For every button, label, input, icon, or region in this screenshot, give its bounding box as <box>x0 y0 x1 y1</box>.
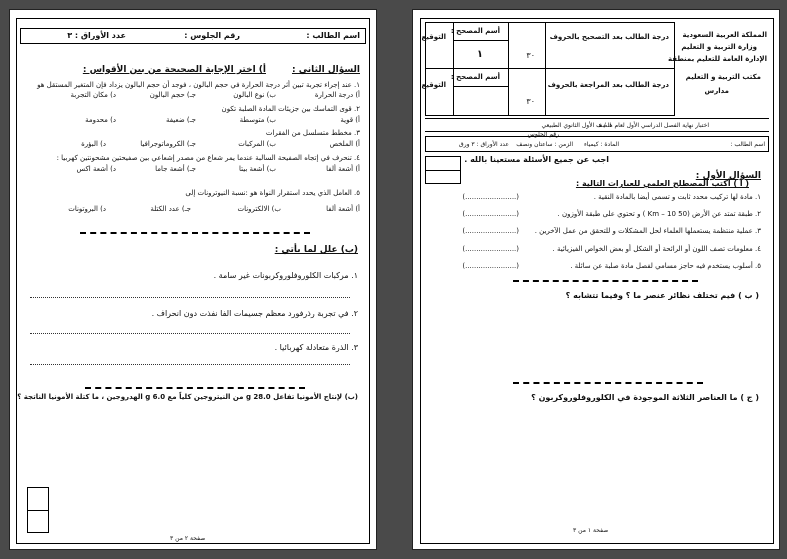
page-2 <box>9 9 377 550</box>
section-c-question: (ب) لإنتاج الأمونيا تفاعل 28.0 g من النيتروجين كلياً مع 6.0 g الهدروجين ، ما كتلة الأمونيا الناتجة ؟ <box>17 393 358 401</box>
grade-table-col <box>508 22 509 116</box>
q2-item-5-opt-d[interactable]: د) البروتونات <box>68 205 106 213</box>
grade-table-divider <box>425 68 675 69</box>
signature-label: التوقيع <box>421 33 446 41</box>
student-name-label: اسم الطالب : <box>306 31 360 40</box>
answer-blank[interactable]: (.......................) <box>462 193 519 201</box>
schools-label: مدارس <box>704 87 729 95</box>
seat-number-label: رقم الجلوس : <box>184 31 240 40</box>
q2-section-a-title: أ) اختر الإجابة الصحيحة من بين الأقواس : <box>82 65 266 75</box>
q2-item-1-opt-c[interactable]: جـ) حجم البالون <box>149 91 196 99</box>
country-label: المملكة العربية السعودية <box>682 31 767 39</box>
section-b-item-1: ١. مركبات الكلوروفلوروكربونات غير سامة . <box>213 271 358 280</box>
answer-blank[interactable]: (.......................) <box>462 262 519 270</box>
score-box-divider <box>425 170 461 171</box>
exam-title: اختبار نهاية الفصل الدراسي الأول لعام هـ / هـ <box>596 122 709 129</box>
page-footer: صفحة ١ من ٣ <box>573 527 609 534</box>
q2-item-3-opt-d[interactable]: د) البؤرة <box>81 140 106 148</box>
q2-item-3-opt-a[interactable]: أ) الملخص <box>329 140 360 148</box>
q1-section-b: ( ب ) فيم تختلف نظائر عنصر ما ؟ وفيما تتشابه ؟ <box>565 291 759 300</box>
score-box-divider <box>27 510 49 511</box>
subject-label: المادة : كيمياء <box>583 141 619 148</box>
section-divider <box>85 387 305 389</box>
q2-item-5: ٥. العامل الذي يحدد استقرار النواة هو :نسبة النيوترونات إلى <box>185 189 360 197</box>
answer-line[interactable] <box>30 364 350 365</box>
section-divider <box>513 280 698 282</box>
q2-item-1-opt-b[interactable]: ب) نوع البالون <box>233 91 276 99</box>
admin-label: الإدارة العامة للتعليم بمنطقة <box>667 55 767 63</box>
grade-table-subdivider <box>453 40 508 41</box>
answer-blank[interactable]: (.......................) <box>462 210 519 218</box>
q2-item-5-opt-c[interactable]: جـ) عدد الكتلة <box>150 205 191 213</box>
answer-line[interactable] <box>30 297 350 298</box>
reviewer-name-label: أسم المصحح : <box>450 73 500 81</box>
q2-item-5-opt-b[interactable]: ب) الالكترونات <box>237 205 281 213</box>
q2-item-2: ٢. قوى التماسك بين جزيئات المادة الصلبة تكون <box>221 105 360 113</box>
section-divider <box>80 232 310 234</box>
pages-count-label: عدد الأوراق : ٣ <box>67 31 126 40</box>
seat-number-label: رقم الجلوس <box>527 131 559 138</box>
q2-item-3-opt-b[interactable]: ب) المركبات <box>238 140 276 148</box>
grade-after-review-label: درجة الطالب بعد المراجعة بالحروف <box>547 81 669 89</box>
q2-item-1-opt-d[interactable]: د) مكان التجربة <box>70 91 116 99</box>
signature-label: التوقيع <box>421 81 446 89</box>
q2-item-4: ٤. تنحرف في إتجاه الصفيحة السالبة عندما يمر شعاع من مصدر إشعاعي بين صفيحتين مشحونتين كهربيا : <box>56 154 360 162</box>
corrector-name-label: أسم المصحح : <box>450 27 500 35</box>
q2-item-2-opt-d[interactable]: د) محدومة <box>85 116 116 124</box>
q2-item-3: ٣. مخطط متسلسل من الفقرات <box>265 129 360 137</box>
q1-title: السؤال الأول : <box>695 171 761 181</box>
score-one: ١ <box>476 49 483 60</box>
q2-title: السؤال الثاني : <box>291 65 360 75</box>
q1-item-4: ٤. معلومات تصف اللون أو الرائحة أو الشكل أو بعض الخواص الفيزيائية . <box>552 245 761 253</box>
score-total: ٣٠ <box>526 97 535 106</box>
q2-item-1-opt-a[interactable]: أ) درجة الحرارة <box>314 91 360 99</box>
pages-count-label: عدد الأوراق : ٣ ورق <box>459 141 509 148</box>
q2-item-2-opt-c[interactable]: جـ) ضعيفة <box>165 116 196 124</box>
grade-after-correction-label: درجة الطالب بعد التصحيح بالحروف <box>549 33 669 41</box>
band-top <box>425 118 769 119</box>
grade-table-col <box>545 22 546 116</box>
q2-item-2-opt-a[interactable]: أ) قوية <box>340 116 360 124</box>
answer-line[interactable] <box>30 333 350 334</box>
section-divider <box>513 382 703 384</box>
q2-item-4-opt-b[interactable]: ب) أشعة بيتا <box>238 165 276 173</box>
grade-table-col <box>453 22 454 116</box>
section-b-item-2: ٢. في تجربة رذرفورد معظم جسيمات الفا نفذت دون انحراف . <box>151 309 358 318</box>
score-total: ٣٠ <box>526 51 535 60</box>
band-divider <box>425 131 769 132</box>
section-b-title: (ب) علل لما يأتي : <box>274 245 358 255</box>
q2-item-3-opt-c[interactable]: جـ) الكروماتوجرافيا <box>140 140 196 148</box>
answer-blank[interactable]: (.......................) <box>462 227 519 235</box>
q2-item-4-opt-c[interactable]: جـ) أشعة جاما <box>155 165 196 173</box>
grade-table-subdivider <box>453 86 508 87</box>
class-label: الصف الأول الثانوي الطبيعي <box>541 122 611 129</box>
student-name-label: اسم الطالب : <box>730 141 765 148</box>
q2-item-2-opt-b[interactable]: ب) متوسطة <box>239 116 276 124</box>
answer-blank[interactable]: (.......................) <box>462 245 519 253</box>
page-footer: صفحة ٢ من ٣ <box>170 535 206 542</box>
ministry-label: وزارة التربية و التعليم <box>681 43 757 51</box>
q1-item-3: ٣. عملية منتظمة يستعملها العلماء لحل المشكلات و للتحقق من عمل الآخرين . <box>534 227 761 235</box>
q1-item-5: ٥. أسلوب يستخدم فيه حاجز مسامي لفصل مادة صلبة عن سائلة . <box>570 262 761 270</box>
q2-item-5-opt-a[interactable]: أ) أشعة ألفا <box>326 205 360 213</box>
office-label: مكتب التربية و التعليم <box>685 73 761 81</box>
q1-section-c: ( ج ) ما العناصر الثلاثة الموجودة في الكلوروفلوروكربون ؟ <box>531 393 759 402</box>
time-label: الزمن : ساعتان ونصف <box>516 141 573 148</box>
section-b-item-3: ٣. الذرة متعادلة كهربائيا . <box>274 343 358 352</box>
q2-item-4-opt-a[interactable]: أ) أشعة ألفا <box>326 165 360 173</box>
instruction-text: اجب عن جميع الأسئلة مستعينا بالله . <box>464 155 609 164</box>
q1-item-1: ١. مادة لها تركيب محدد ثابت و تسمى أيضا بالمادة النقية . <box>593 193 761 201</box>
q1-section-a-title: ( أ ) أكتب المصطلح العلمي للعبارات التالية : <box>575 179 749 188</box>
q2-item-1: ١. عند إجراء تجربة تبين أثر درجة الحرارة في حجم البالون ، فوجد أن حجم البالون يزداد فإن المتغير المستقل هو <box>37 81 360 89</box>
q2-item-4-opt-d[interactable]: د) أشعة اكس <box>76 165 116 173</box>
page-1 <box>412 9 780 550</box>
q1-item-2: ٢. طبقة تمتد عن الأرض (50 Km – 10 ) و تحتوي على طبقة الأوزون . <box>557 210 761 218</box>
